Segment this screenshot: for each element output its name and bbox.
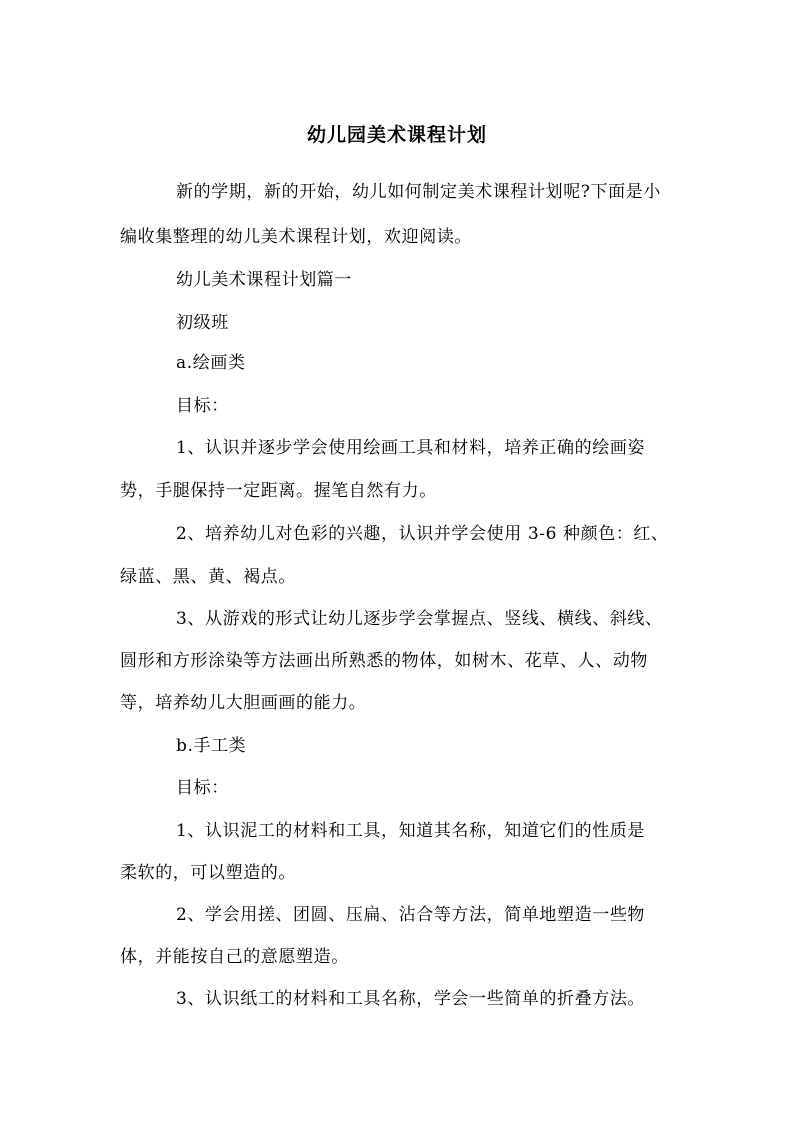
goal-1-line-2: 势，手腿保持一定距离。握笔自然有力。 xyxy=(120,481,437,501)
goal-3-line-1: 3、从游戏的形式让幼儿逐步学会掌握点、竖线、横线、斜线、 xyxy=(176,609,663,629)
handcraft-goal-3-line-1: 3、认识纸工的材料和工具名称，学会一些简单的折叠方法。 xyxy=(176,989,646,1009)
intro-paragraph-line-2: 编收集整理的幼儿美术课程计划，欢迎阅读。 xyxy=(120,227,472,247)
goal-3-line-3: 等，培养幼儿大胆画画的能力。 xyxy=(120,693,367,713)
goal-2-line-2: 绿蓝、黑、黄、褐点。 xyxy=(120,567,296,587)
goal-3-line-2: 圆形和方形涂染等方法画出所熟悉的物体，如树木、花草、人、动物 xyxy=(120,651,648,671)
handcraft-goal-1-line-2: 柔软的，可以塑造的。 xyxy=(120,863,296,883)
handcraft-goal-2-line-1: 2、学会用搓、团圆、压扁、沾合等方法，简单地塑造一些物 xyxy=(176,905,646,925)
document-title: 幼儿园美术课程计划 xyxy=(306,124,487,146)
handcraft-goal-1-line-1: 1、认识泥工的材料和工具，知道其名称，知道它们的性质是 xyxy=(176,821,646,841)
goal-1-line-1: 1、认识并逐步学会使用绘画工具和材料，培养正确的绘画姿 xyxy=(176,438,646,458)
category-heading-painting: a.绘画类 xyxy=(176,353,246,373)
goal-2-line-1: 2、培养幼儿对色彩的兴趣，认识并学会使用 3-6 种颜色：红、 xyxy=(176,524,669,544)
category-heading-handcraft: b.手工类 xyxy=(176,736,247,756)
goals-label: 目标： xyxy=(176,396,229,416)
class-level-heading: 初级班 xyxy=(176,313,229,333)
handcraft-goal-2-line-2: 体，并能按自己的意愿塑造。 xyxy=(120,947,349,967)
intro-paragraph-line-1: 新的学期，新的开始，幼儿如何制定美术课程计划呢?下面是小 xyxy=(176,182,661,202)
section-heading: 幼儿美术课程计划篇一 xyxy=(176,270,352,290)
goals-label-2: 目标： xyxy=(176,778,229,798)
